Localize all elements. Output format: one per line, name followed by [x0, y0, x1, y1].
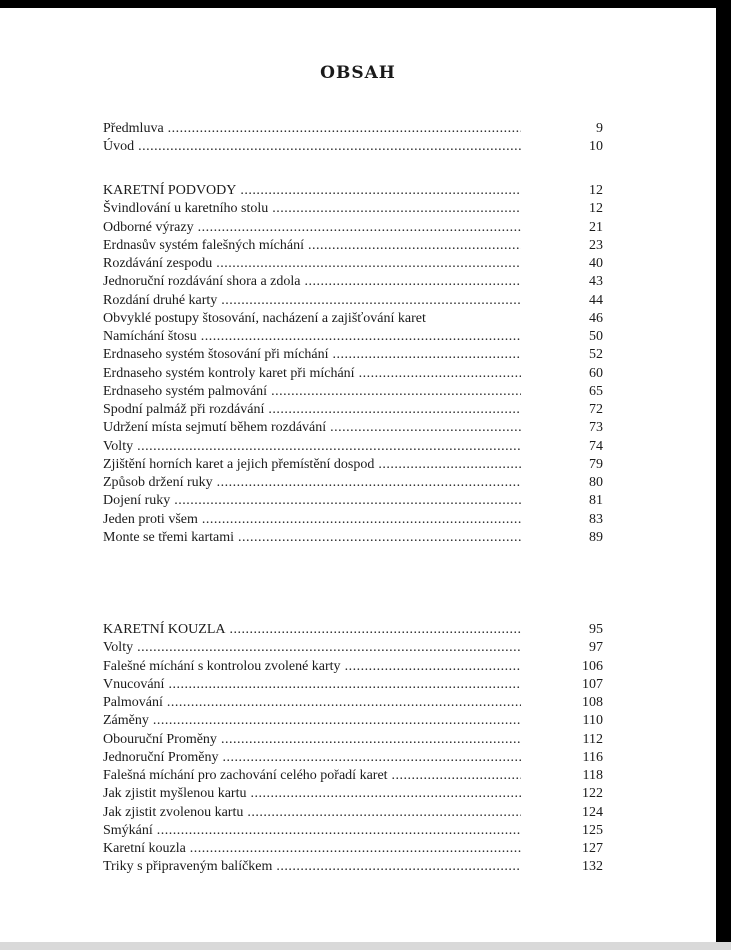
toc-entry-label: Spodní palmáž při rozdávání .....: [103, 401, 521, 419]
toc-entry-page-number: 46: [589, 310, 603, 326]
toc-entry: [103, 621, 603, 639]
toc-entry-label: KARETNÍ KOUZLA .....: [103, 621, 521, 639]
toc-entry-page-number: 74: [589, 438, 603, 454]
toc-entry-page-number: 52: [589, 347, 603, 363]
toc-entry-page-number: 44: [589, 292, 603, 308]
toc-entry: [103, 292, 603, 310]
toc-entry-page-number: 80: [589, 475, 603, 490]
toc-entry-label: Erdnaseho systém štosování při míchání .....: [103, 346, 521, 364]
toc-entry: [103, 401, 603, 419]
toc-entry-label: Vnucování .....: [103, 676, 521, 694]
toc-entry: [103, 346, 603, 364]
toc-entry-page-number: 72: [589, 402, 603, 417]
toc-entry-label: Předmluva .....: [103, 120, 521, 138]
toc-entry-page-number: 110: [582, 713, 603, 729]
toc-entry: [103, 138, 603, 156]
toc-entry: [103, 383, 603, 401]
toc-entry: [103, 328, 603, 346]
toc-entry: [103, 219, 603, 237]
toc-entry-page-number: 127: [582, 841, 603, 856]
toc-entry: [103, 365, 603, 383]
toc-entry-page-number: 12: [589, 183, 603, 198]
toc-entry-page-number: 124: [582, 804, 603, 820]
toc-entry: [103, 237, 603, 255]
toc-entry-label: Volty .....: [103, 639, 521, 657]
toc-entry: [103, 456, 603, 474]
toc-entry-label: Záměny .....: [103, 712, 521, 730]
toc-entry: [103, 840, 603, 858]
toc-entry-label: Monte se třemi kartami .....: [103, 529, 521, 547]
toc-entry: [103, 419, 603, 437]
toc-entry-label: Udržení místa sejmutí během rozdávání .....: [103, 419, 521, 437]
toc-entry-page-number: 97: [589, 640, 603, 656]
page-title: OBSAH: [320, 63, 396, 83]
toc-entry: [103, 804, 603, 822]
toc-entry-label: Obouruční Proměny .....: [103, 731, 521, 749]
toc-entry: [103, 492, 603, 510]
toc-entry-label: Úvod .....: [103, 138, 521, 156]
book-page: [0, 8, 716, 942]
toc-entry-page-number: 112: [582, 731, 603, 747]
toc-entry-page-number: 95: [589, 622, 603, 637]
toc-entry-label: Triky s připraveným balíčkem .....: [103, 858, 521, 876]
toc-entry: [103, 511, 603, 529]
toc-entry: [103, 749, 603, 767]
toc-entry-page-number: 21: [589, 219, 603, 235]
toc-entry: [103, 822, 603, 840]
toc-entry-page-number: 79: [589, 456, 603, 472]
toc-entry: [103, 273, 603, 291]
toc-entry-page-number: 107: [582, 676, 603, 692]
toc-entry-page-number: 122: [582, 786, 603, 802]
toc-entry: [103, 858, 603, 876]
toc-entry-page-number: 83: [589, 511, 603, 527]
toc-entry: [103, 785, 603, 803]
toc-entry: [103, 529, 603, 547]
toc-entry: [103, 658, 603, 676]
toc-entry-page-number: 89: [589, 529, 603, 545]
toc-entry-page-number: 125: [582, 822, 603, 838]
toc-entry-label: KARETNÍ PODVODY .....: [103, 182, 521, 200]
toc-entry-label: Jak zjistit myšlenou kartu .....: [103, 785, 521, 803]
toc-entry-page-number: 43: [589, 274, 603, 290]
toc-entry: [103, 676, 603, 694]
toc-entry: [103, 182, 603, 200]
toc-entry-label: Jednoruční Proměny .....: [103, 749, 521, 767]
toc-entry-page-number: 81: [589, 493, 603, 509]
toc-entry-label: Jak zjistit zvolenou kartu .....: [103, 804, 521, 822]
toc-entry-page-number: 60: [589, 365, 603, 381]
viewer-bottom-strip: [0, 942, 731, 950]
toc-entry: [103, 694, 603, 712]
toc-entry-page-number: 12: [589, 201, 603, 217]
toc-entry-label: Smýkání .....: [103, 822, 521, 840]
toc-entry-label: Rozdávání zespodu .....: [103, 255, 521, 273]
toc-entry-label: Volty .....: [103, 438, 521, 456]
toc-entry-label: Jeden proti všem .....: [103, 511, 521, 529]
toc-entry-label: Rozdání druhé karty .....: [103, 292, 521, 310]
toc-entry-label: Namíchání štosu .....: [103, 328, 521, 346]
toc-entry-label: Karetní kouzla .....: [103, 840, 521, 858]
toc-entry-page-number: 50: [589, 329, 603, 344]
toc-entry: [103, 731, 603, 749]
toc-entry-page-number: 23: [589, 237, 603, 253]
toc-entry-page-number: 73: [589, 420, 603, 436]
toc-entry-page-number: 10: [589, 139, 603, 155]
toc-entry: [103, 438, 603, 456]
toc-entry-label: Erdnasův systém falešných míchání .....: [103, 237, 521, 255]
toc-entry: [103, 310, 603, 328]
toc-entry-page-number: 9: [596, 121, 603, 136]
toc-entry: [103, 639, 603, 657]
toc-entry-label: Způsob držení ruky .....: [103, 474, 521, 492]
toc-entry-label: Erdnaseho systém kontroly karet při míchání .....: [103, 365, 521, 383]
toc-entry-label: Zjištění horních karet a jejich přemístění dospod .....: [103, 456, 521, 474]
toc-entry-label: Falešné míchání s kontrolou zvolené karty .....: [103, 658, 521, 676]
toc-entry: [103, 200, 603, 218]
toc-entry-page-number: 108: [582, 695, 603, 710]
toc-entry-label: Obvyklé postupy štosování, nacházení a zajišťování karet: [103, 310, 426, 326]
toc-entry-page-number: 116: [582, 749, 603, 765]
toc-entry-page-number: 132: [582, 859, 603, 875]
toc-entry-label: Odborné výrazy .....: [103, 219, 521, 237]
toc-entry-page-number: 118: [582, 768, 603, 783]
toc-entry: [103, 120, 603, 138]
toc-entry: [103, 712, 603, 730]
toc-entry: [103, 767, 603, 785]
toc-entry-label: Falešná míchání pro zachování celého pořadí karet .....: [103, 767, 521, 785]
toc-entry-page-number: 65: [589, 383, 603, 399]
toc-entry-label: Jednoruční rozdávání shora a zdola .....: [103, 273, 521, 291]
toc-entry-label: Švindlování u karetního stolu .....: [103, 200, 521, 218]
toc-entry-page-number: 40: [589, 256, 603, 271]
toc-entry: [103, 474, 603, 492]
toc-entry-label: Dojení ruky .....: [103, 492, 521, 510]
toc-entry: [103, 255, 603, 273]
toc-entry-label: Palmování .....: [103, 694, 521, 712]
toc-entry-page-number: 106: [582, 658, 603, 674]
toc-entry-label: Erdnaseho systém palmování .....: [103, 383, 521, 401]
